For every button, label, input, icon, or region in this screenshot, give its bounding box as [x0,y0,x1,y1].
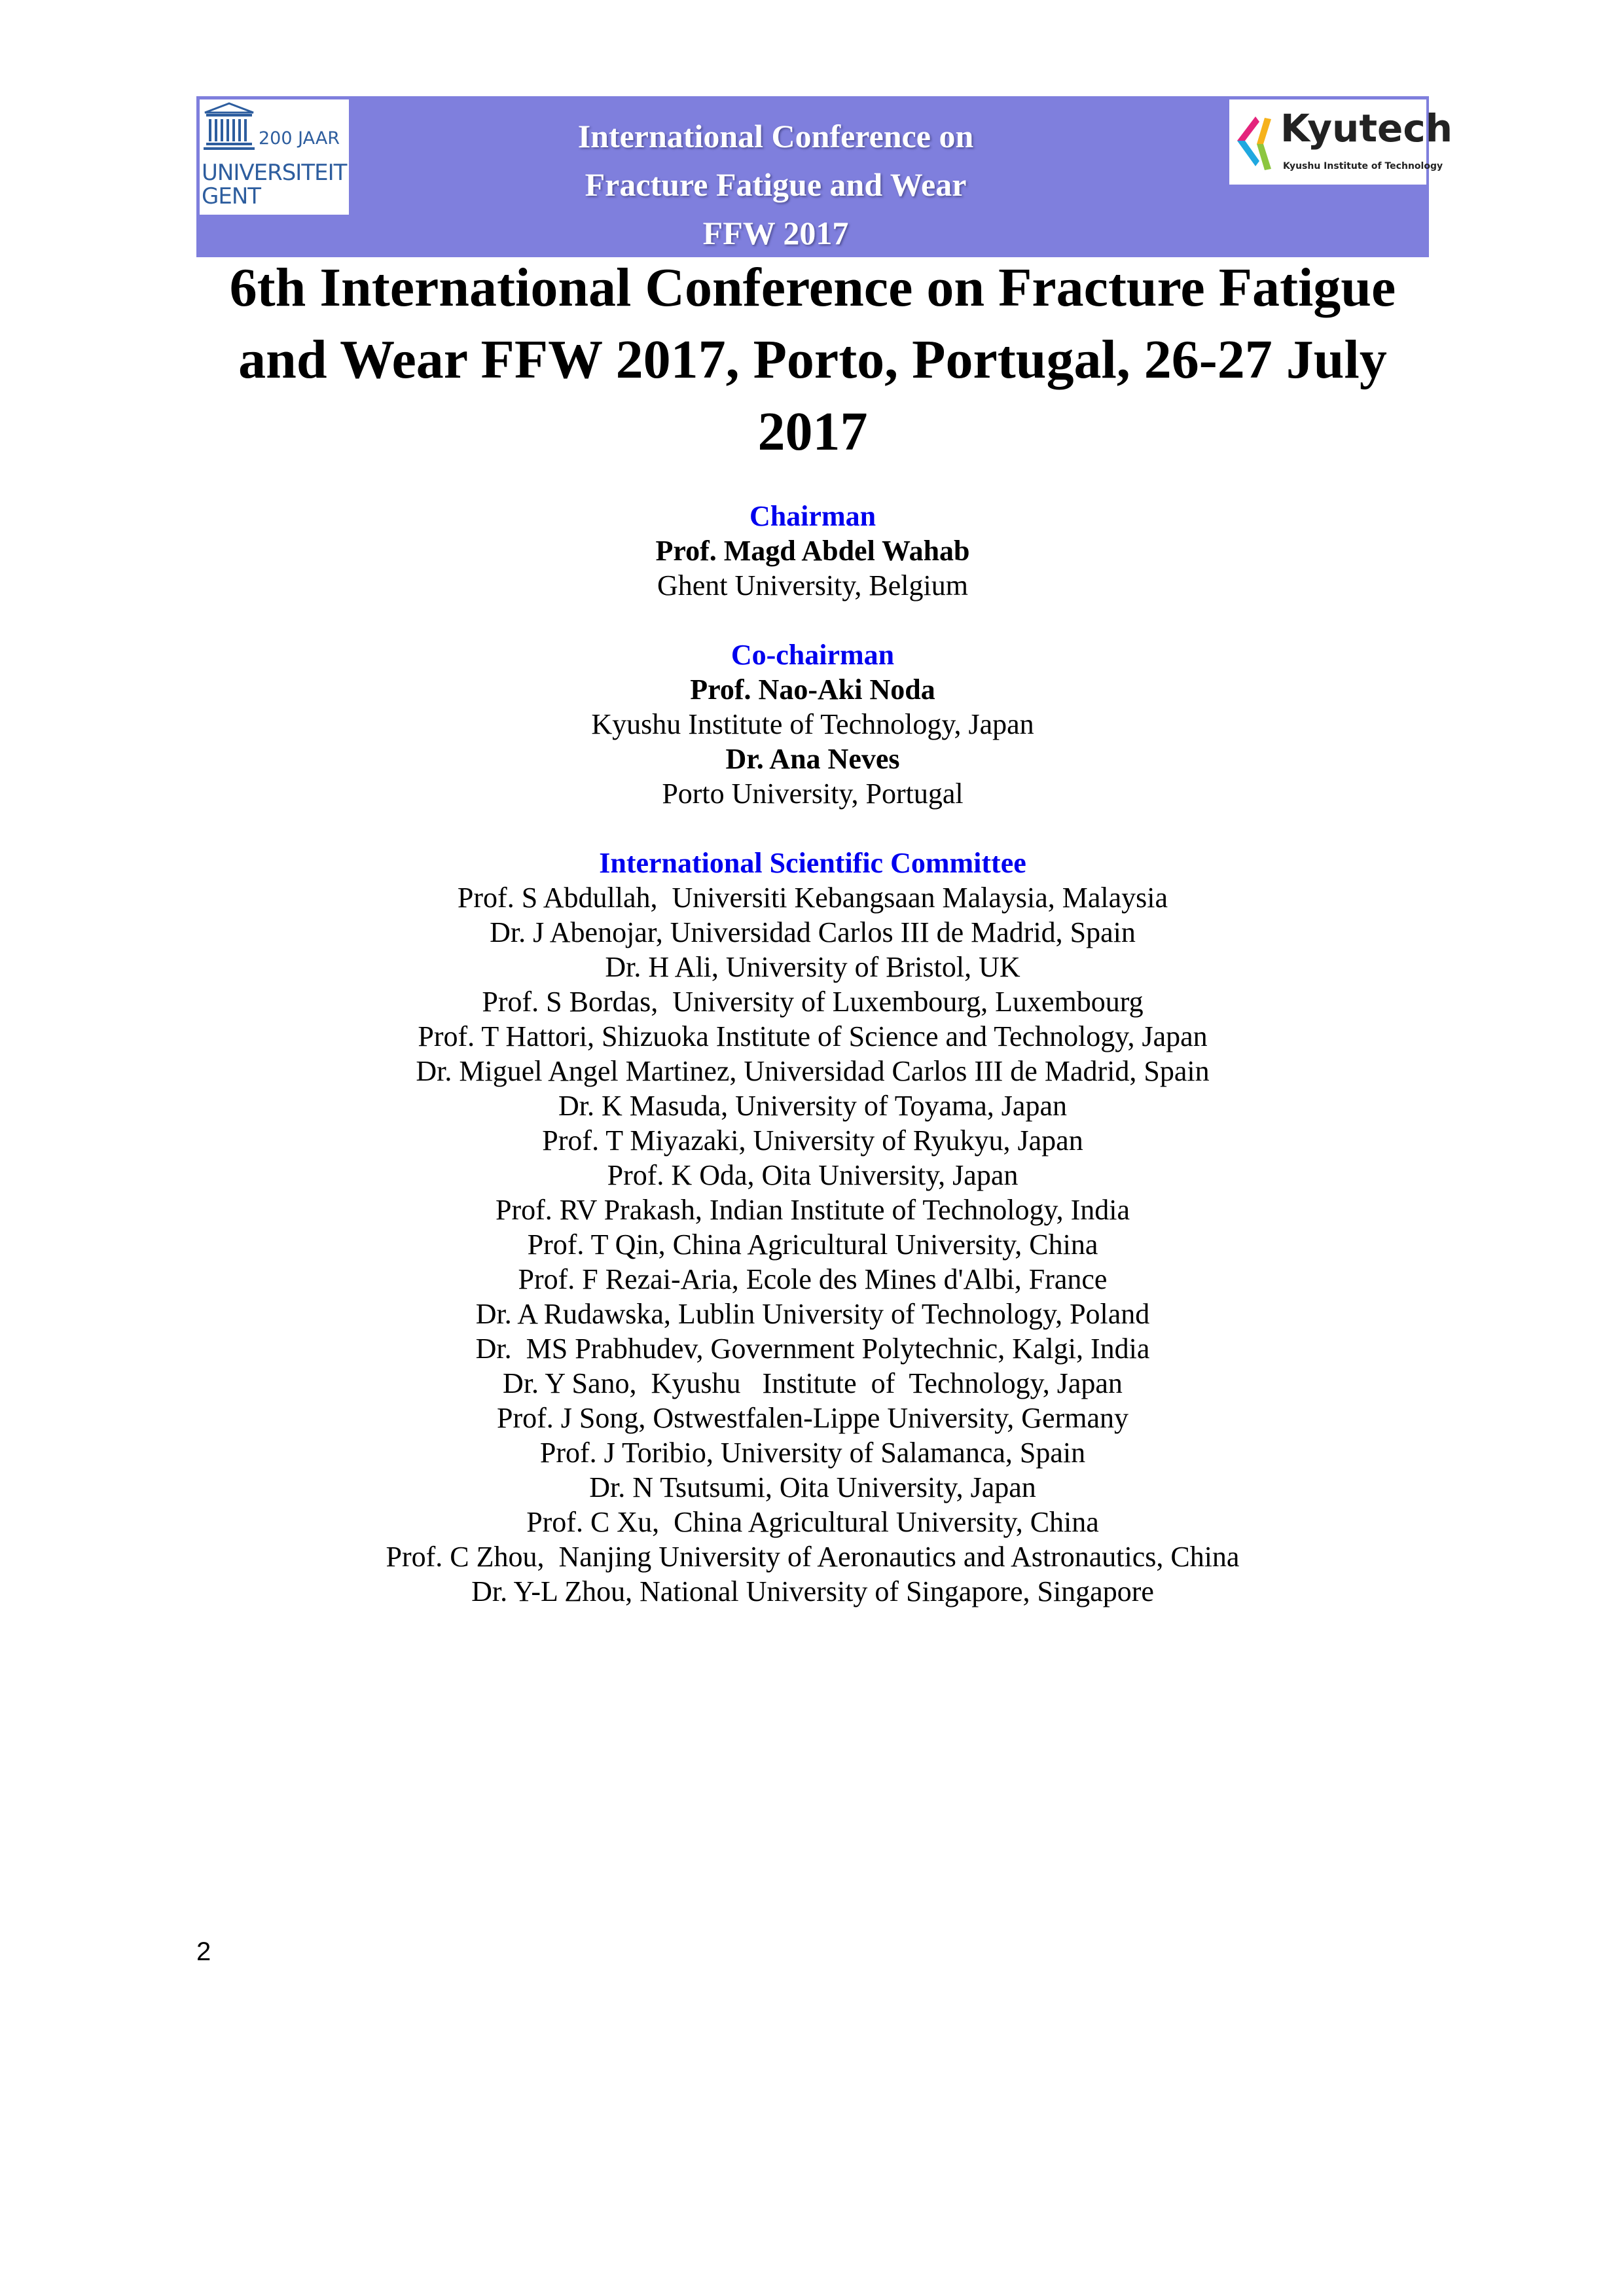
page-number: 2 [196,1937,211,1966]
cochairman-heading: Co-chairman [731,639,895,671]
committee-member: Dr. J Abenojar, Universidad Carlos III de Madrid, Spain [490,916,1136,948]
committee-member: Dr. Y-L Zhou, National University of Singapore, Singapore [471,1575,1154,1607]
cochairman-section [196,637,1429,811]
committee-member: Prof. J Toribio, University of Salamanca, Spain [539,1437,1086,1469]
committee-member: Prof. J Song, Ostwestfalen-Lippe University, Germany [497,1402,1128,1434]
committee-member: Dr. Y Sano, Kyushu Institute of Technology, Japan [503,1367,1123,1399]
committee-member: Dr. N Tsutsumi, Oita University, Japan [589,1471,1036,1503]
committee-member: Prof. F Rezai-Aria, Ecole des Mines d'Albi, France [518,1263,1108,1295]
committee-member: Prof. S Abdullah, Universiti Kebangsaan Malaysia, Malaysia [457,882,1168,914]
header-banner [196,96,1453,257]
gent-logo-year: 200 JAAR [259,128,340,149]
committee-member: Dr. MS Prabhudev, Government Polytechnic, Kalgi, India [475,1333,1150,1365]
gent-logo-line2: GENT [202,183,261,209]
committee-member: Prof. S Bordas, University of Luxembourg, Luxembourg [482,986,1144,1018]
committee-member: Prof. K Oda, Oita University, Japan [607,1159,1019,1191]
committee-member: Prof. T Qin, China Agricultural University, China [527,1229,1098,1261]
committee-heading: International Scientific Committee [599,847,1026,879]
chairman-section [196,499,1429,603]
chairman-heading: Chairman [749,500,876,532]
page-title: 6th International Conference on Fracture Fatigue and Wear FFW 2017, Porto, Portugal, 26-27 July 2017 [229,257,1396,462]
banner-title-line: International Conference on [577,118,974,154]
cochairman-affiliation: Porto University, Portugal [662,778,964,810]
kyutech-logo-name: Kyutech [1280,106,1453,151]
committee-member: Prof. T Hattori, Shizuoka Institute of Science and Technology, Japan [418,1020,1208,1052]
committee-member: Dr. H Ali, University of Bristol, UK [605,951,1020,983]
chairman-affiliation: Ghent University, Belgium [657,569,968,601]
committee-section [196,846,1429,1609]
ghent-university-logo [200,99,349,215]
kyutech-logo-subtitle: Kyushu Institute of Technology [1283,161,1443,171]
cochairman-name: Dr. Ana Neves [725,743,900,775]
kyutech-logo [1229,99,1453,185]
kyutech-mark-icon [1233,105,1279,177]
committee-member: Prof. C Zhou, Nanjing University of Aeronautics and Astronautics, China [386,1541,1240,1573]
committee-member: Prof. T Miyazaki, University of Ryukyu, Japan [542,1124,1083,1157]
committee-member: Prof. C Xu, China Agricultural University, China [526,1506,1099,1538]
committee-member: Dr. K Masuda, University of Toyama, Japan [558,1090,1067,1122]
committee-member: Dr. A Rudawska, Lublin University of Technology, Poland [475,1298,1150,1330]
committee-member: Dr. Miguel Angel Martinez, Universidad Carlos III de Madrid, Spain [416,1055,1210,1087]
banner-title [478,112,1074,257]
cochairman-name: Prof. Nao-Aki Noda [690,673,935,706]
committee-member: Prof. RV Prakash, Indian Institute of Technology, India [496,1194,1130,1226]
chairman-name: Prof. Magd Abdel Wahab [655,535,970,567]
university-building-icon [200,99,259,158]
cochairman-affiliation: Kyushu Institute of Technology, Japan [591,708,1034,740]
banner-title-line: Fracture Fatigue and Wear [585,166,967,203]
banner-title-line: FFW 2017 [702,215,849,251]
committee-content [196,499,1429,1643]
gent-logo-line1: UNIVERSITEIT [202,160,347,186]
